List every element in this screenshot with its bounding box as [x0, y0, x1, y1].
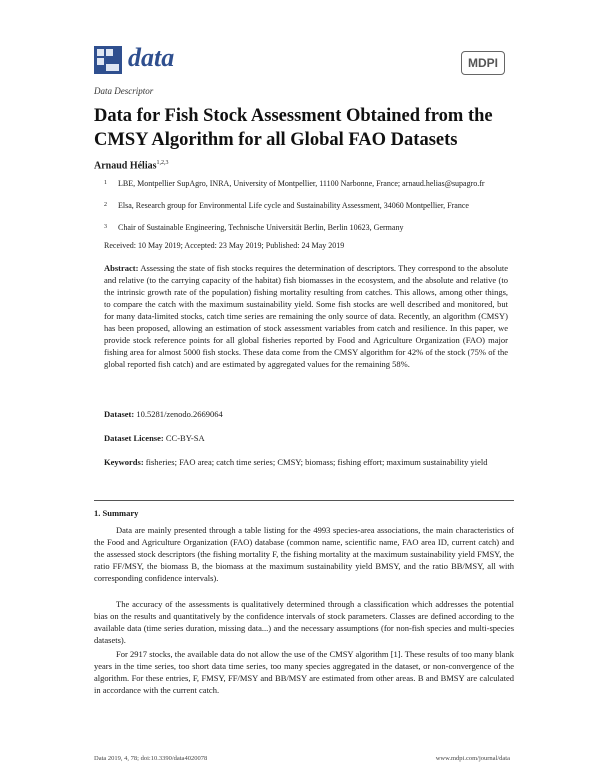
journal-logo-icon	[94, 46, 122, 74]
publication-dates: Received: 10 May 2019; Accepted: 23 May 2019; Published: 24 May 2019	[104, 241, 345, 250]
abstract	[104, 262, 508, 370]
author-superscript: 1,2,3	[156, 160, 169, 166]
affiliation-number: 3	[104, 224, 107, 230]
journal-name: data	[128, 43, 175, 72]
dataset-line	[104, 408, 508, 420]
paper-title: Data for Fish Stock Assessment Obtained from the CMSY Algorithm for all Global FAO Datasets	[94, 106, 493, 150]
abstract-label: Abstract:	[104, 263, 139, 273]
keywords-line	[104, 456, 508, 468]
section-heading: 1. Summary	[94, 508, 139, 518]
author-name-text: Arnaud Hélias	[94, 160, 157, 172]
author-name	[94, 160, 169, 171]
footer-url[interactable]: www.mdpi.com/journal/data	[435, 755, 510, 762]
abstract-text: Assessing the state of fish stocks requires the determination of descriptors. They correspond to the absolute and relative (to the carrying capacity of the habitat) fish biomasses in the ecosystem, and the absolute and relative (to the intrinsic growth rate of the population) fishing mortality resulting from catches. This allows, among other things, to compare the catch with the maximum sustainability yield. Some fish stocks are well described and monitored, but for many data-limited stocks, catch time series are remaining the only source of data. Recently, an algorithm (CMSY) has been proposed, allowing an estimation of stock assessment variables from catch and resilience. In this paper, we provide stock reference points for all global fisheries reported by Food and Agriculture Organization (FAO) major fishing area for almost 5000 fish stocks. These data come from the CMSY algorithm for 42% of the stock (75% of the global reported fish catch) and are estimated by aggregated values for the remaining 58%.	[104, 263, 508, 369]
footer-citation: Data 2019, 4, 78; doi:10.3390/data4020078	[94, 755, 208, 762]
keywords-label: Keywords:	[104, 457, 144, 467]
affiliation-text: LBE, Montpellier SupAgro, INRA, University of Montpellier, 11100 Narbonne, France; arnaud.helias@supagro.fr	[118, 179, 485, 188]
body-paragraph-2: The accuracy of the assessments is qualitatively determined through a classification which addresses the potential bias on the results and quantitatively by the confidence intervals of stock parameters. Classes are defined according to the available data (time series duration, missing data...) and the necessary assumptions (for non-fish species and multi-species datasets).	[94, 599, 514, 645]
affiliation-text: Chair of Sustainable Engineering, Technische Universität Berlin, Berlin 10623, Germany	[118, 223, 404, 232]
body-paragraph-3: For 2917 stocks, the available data do not allow the use of the CMSY algorithm [1]. These results of too many blank years in the time series, too short data time series, too many species aggregated in the dataset, or non-convergence of the algorithm. For these entries, F, FMSY, FF/MSY and BB/MSY are estimated from other areas. B and BMSY are calculated in accordance with the current catch.	[94, 649, 514, 695]
affiliation-text: Elsa, Research group for Environmental Life cycle and Sustainability Assessment, 34060 Montpellier, France	[118, 201, 469, 210]
body-paragraph-1: Data are mainly presented through a table listing for the 4993 species-area associations, the main characteristics of the Food and Agriculture Organization (FAO) database (common name, scientific name, FAO area ID, current catch) and the assessed stock descriptors (the fishing mortality F, the fishing mortality at the maximum sustainability yield FMSY, the ratio FF/MSY, the biomass B, the biomass at the maximum sustainability yield BMSY, and the ratio BB/MSY, all with corresponding confidence intervals).	[94, 525, 514, 583]
license-line	[104, 432, 508, 444]
license-value: CC-BY-SA	[165, 433, 205, 443]
license-label: Dataset License:	[104, 433, 164, 443]
dataset-label: Dataset:	[104, 409, 135, 419]
publisher-logo: MDPI	[461, 51, 505, 75]
affiliation-number: 2	[104, 202, 107, 208]
affiliation-number: 1	[104, 180, 107, 186]
article-type: Data Descriptor	[94, 86, 154, 96]
keywords-text: fisheries; FAO area; catch time series; CMSY; biomass; fishing effort; maximum sustainability yield	[145, 457, 488, 467]
dataset-doi[interactable]: 10.5281/zenodo.2669064	[136, 409, 223, 419]
section-divider	[94, 500, 514, 501]
